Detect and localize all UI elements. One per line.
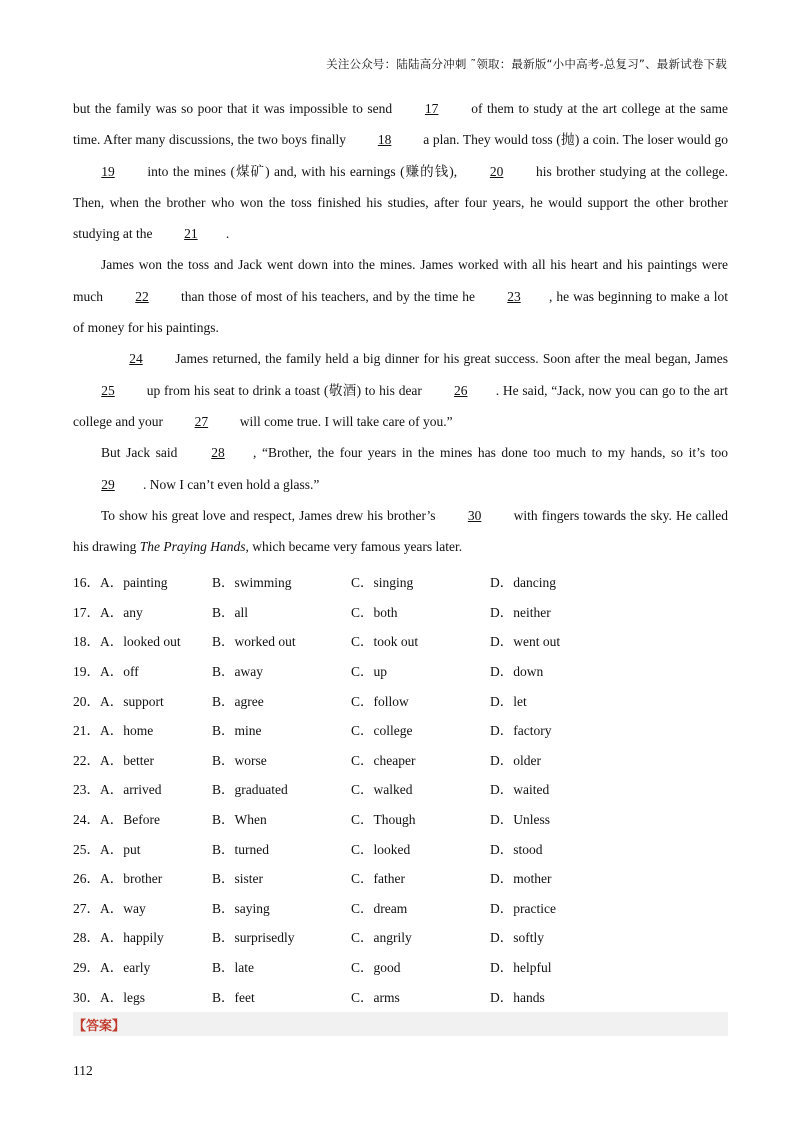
option: D．went out (490, 634, 561, 650)
blank-18: 18 (377, 132, 392, 148)
blank-22: 22 (135, 288, 149, 304)
option: D．hands (490, 989, 545, 1005)
blank-27: 27 (194, 413, 209, 429)
option: 22．A．better (73, 752, 154, 768)
option: C．father (351, 871, 405, 887)
option: D．mother (490, 871, 552, 887)
option: 19．A．off (73, 664, 139, 680)
option: 23．A．arrived (73, 782, 162, 798)
option-row-17 (73, 596, 728, 626)
option: 24．A．Before (73, 812, 160, 827)
option-row-21 (73, 714, 728, 744)
paragraph-5 (73, 500, 728, 563)
text: into the mines (煤矿) and, with his earnings (赚的钱), (143, 163, 462, 179)
option: 25．A．put (73, 841, 141, 857)
option: C．dream (351, 900, 408, 916)
option: B．worked out (212, 634, 296, 650)
text: than those of most of his teachers, and by the time he (177, 288, 479, 304)
page-number: 112 (73, 1063, 93, 1078)
text: But Jack said (101, 445, 183, 461)
text: a plan. They would toss (抛) a coin. The loser would go (419, 132, 728, 148)
option: C．college (351, 723, 413, 739)
blank-25: 25 (101, 382, 115, 398)
option: D．Unless (490, 812, 550, 827)
option: B．When (212, 812, 267, 827)
option: B．feet (212, 989, 255, 1005)
option: B．swimming (212, 575, 292, 591)
drawing-title: The Praying Hands (139, 539, 246, 555)
option-row-16 (73, 566, 728, 596)
text: James returned, the family held a big dinner for his great success. Soon after the meal began, James (171, 351, 728, 367)
paragraph-4 (73, 437, 728, 500)
blank-19: 19 (101, 163, 115, 179)
option: C．cheaper (351, 752, 416, 768)
blank-30: 30 (467, 507, 482, 523)
option: 21．A．home (73, 723, 154, 739)
option: 16．A．painting (73, 575, 168, 591)
option: D．let (490, 693, 527, 709)
option: D．stood (490, 841, 543, 857)
option: D．softly (490, 930, 544, 946)
option: 26．A．brother (73, 871, 163, 887)
option: C．looked (351, 841, 411, 857)
paragraph-1 (73, 93, 728, 249)
option: 28．A．happily (73, 930, 164, 946)
option-row-28 (73, 922, 728, 952)
option: C．Though (351, 812, 416, 827)
option: D．helpful (490, 959, 552, 975)
option: C．took out (351, 634, 419, 650)
blank-24: 24 (129, 351, 143, 367)
option: B．turned (212, 841, 269, 857)
option: C．up (351, 664, 388, 680)
option: 27．A．way (73, 900, 146, 916)
blank-29: 29 (101, 476, 115, 492)
option: B．away (212, 664, 263, 680)
option-row-23 (73, 774, 728, 804)
blank-23: 23 (507, 288, 521, 304)
text: . (225, 226, 230, 242)
option: B．saying (212, 900, 270, 916)
option: C．arms (351, 989, 400, 1005)
option-row-22 (73, 744, 728, 774)
page-header: 关注公众号：陆陆高分冲刺 ˜领取：最新版“小中高考-总复习”、最新试卷下载 (326, 57, 727, 71)
option-row-24 (73, 803, 728, 833)
option: D．waited (490, 782, 550, 798)
option: B．all (212, 604, 248, 620)
option: C．angrily (351, 930, 412, 946)
option: B．worse (212, 752, 267, 768)
text: with fingers towards the sky. He called his drawing (73, 507, 728, 555)
option: B．mine (212, 723, 262, 739)
options-list (73, 566, 728, 1010)
text: . He said, “Jack, now you can go to the art college and your (73, 382, 728, 429)
answer-label: 【答案】 (73, 1018, 126, 1034)
option: D．dancing (490, 575, 556, 591)
option: D．neither (490, 604, 551, 620)
blank-20: 20 (489, 163, 504, 179)
blank-21: 21 (184, 226, 198, 242)
option-row-27 (73, 892, 728, 922)
option-row-30 (73, 981, 728, 1011)
text: of them to study at the art college at the same time. After many discussions, the two boys finally (73, 101, 729, 148)
answer-bar (73, 1012, 728, 1036)
blank-26: 26 (453, 382, 468, 398)
option-row-26 (73, 862, 728, 892)
option-row-18 (73, 626, 728, 656)
text: but the family was so poor that it was impossible to send (73, 101, 397, 116)
text: . Now I can’t even hold a glass.” (143, 476, 320, 492)
blank-17: 17 (424, 101, 439, 116)
text: will come true. I will take care of you.” (236, 413, 453, 429)
paragraph-3 (73, 343, 728, 437)
option: 30．A．legs (73, 989, 145, 1005)
option: D．practice (490, 900, 556, 916)
option: D．older (490, 752, 541, 768)
option: 17．A．any (73, 604, 143, 620)
text: , which became very famous years later. (245, 539, 463, 555)
option-row-25 (73, 833, 728, 863)
option: 18．A．looked out (73, 634, 181, 650)
text: James won the toss and Jack went down into the mines. James worked with all his heart and his paintings were much (73, 257, 728, 304)
option: B．sister (212, 871, 264, 887)
option-row-19 (73, 655, 728, 685)
option: 20．A．support (73, 693, 164, 709)
option: C．follow (351, 693, 409, 709)
text: To show his great love and respect, James drew his brother’s (101, 507, 440, 523)
option: C．singing (351, 575, 414, 591)
text: up from his seat to drink a toast (敬酒) to his dear (143, 382, 426, 398)
option: B．graduated (212, 782, 288, 798)
option: C．walked (351, 782, 413, 798)
paragraph-2 (73, 249, 728, 343)
page-content (73, 93, 728, 1036)
text: , he was beginning to make a lot of money for his paintings. (73, 288, 729, 336)
text: his brother studying at the college. Then, when the brother who won the toss finished his studies, after four years, he would support the other brother studying at the (73, 163, 728, 242)
option: C．good (351, 959, 401, 975)
text: , “Brother, the four years in the mines has done too much to my hands, so it’s too (253, 445, 728, 461)
option-row-29 (73, 951, 728, 981)
blank-28: 28 (211, 445, 225, 461)
option: B．late (212, 959, 254, 975)
option: B．agree (212, 693, 264, 709)
option: D．down (490, 664, 544, 680)
option: D．factory (490, 723, 552, 739)
option: C．both (351, 604, 398, 620)
option: B．surprisedly (212, 930, 295, 946)
option-row-20 (73, 685, 728, 715)
option: 29．A．early (73, 959, 151, 975)
